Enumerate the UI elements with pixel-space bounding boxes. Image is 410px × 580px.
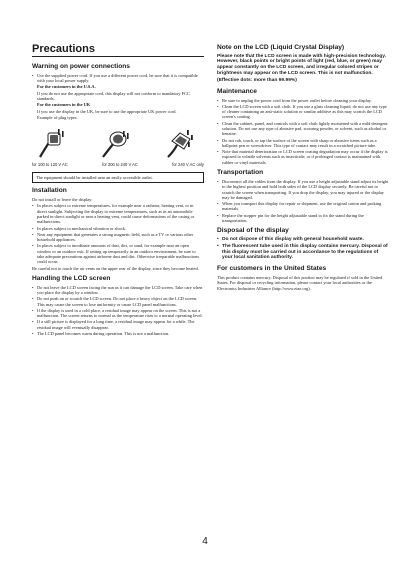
list-item: • Note that material deterioration or LCD screen coating degradation may occur if the display is exposed to volatile solvents such as insecticide, or if prolonged contact is maintained with rubber or vinyl materials. [217, 149, 389, 165]
list-item: • Be sure to unplug the power cord from the power outlet before cleaning your display. [217, 98, 389, 103]
lcd-note-text: Please note that the LCD screen is made with high-precision technology. However, black points or bright points of light (red, blue, or green) may appear constantly on the LCD screen, and irregular colored stripes or brightness may appear on the LCD screen. This is not malfunction. [217, 53, 386, 77]
page-number: 4 [202, 536, 208, 547]
page-title: Precautions [32, 43, 204, 57]
power-heading: Warning on power connections [32, 63, 130, 70]
list-item: • When you transport this display for repair or shipment, use the original carton and packing materials. [217, 201, 389, 212]
usa-text: If you do not use the appropriate cord, this display will not conform to mandatory FCC standards. [37, 90, 190, 101]
us-customers-text: This product contains mercury. Disposal of this product may be regulated if sold in the United States. For disposal or recycling information, please contact your local authorities or the Electronics Industries Alliance (http://www.eiae.org). [217, 274, 383, 291]
installation-outro: Be careful not to touch the air vents on the upper rear of the display, since they become heated. [32, 265, 199, 271]
left-column [32, 44, 204, 337]
usa-subheading: For the customers in the U.S.A. [37, 84, 96, 90]
plug-types-label: Example of plug types [37, 115, 77, 120]
list-item: • Do not rub, touch, or tap the surface of the screen with sharp or abrasive items such as a ballpoint pen or screwdriver. This type of contact may result in a scratched picture tube. [217, 138, 389, 149]
installation-intro: Do not install or leave the display: [32, 196, 93, 202]
list-item: • Do not leave the LCD screen facing the sun as it can damage the LCD screen. Take care when you place the display by a window. [32, 285, 204, 296]
eu-plug-icon [99, 127, 133, 161]
plug-labels [32, 161, 204, 170]
list-item: • In places subject to inordinate amounts of dust, dirt, or sand, for example near an open window or an outdoor exit. If setting up temporarily in an outdoor environment, be sure to take adequate precautions against airborne dust and dirt. Otherwise irreparable malfunctions could occur. [32, 243, 204, 265]
handling-heading: Handling the LCD screen [32, 275, 111, 283]
plug-label-uk: for 240 V AC only [172, 162, 204, 168]
list-item: • Near any equipment that generates a strong magnetic field, such as a TV or various other household appliances. [32, 232, 204, 243]
plug-label-us: for 100 to 120 V AC [32, 162, 68, 168]
list-item: • Replace the stopper pin for the height adjustable stand to fix the stand during the transportation. [217, 213, 389, 224]
plug-label-eu: for 200 to 240 V AC [102, 162, 138, 168]
uk-subheading: For the customers in the UK [37, 102, 91, 108]
lcd-note-heading: Note on the LCD (Liquid Crystal Display) [217, 44, 345, 51]
lcd-note-effective: (Effective dots: more than 99.99%) [217, 78, 297, 84]
disposal-heading: Disposal of the display [217, 227, 289, 235]
uk-text: If you use the display in the UK, be sure to use the appropriate UK power cord. [37, 108, 177, 114]
list-item: • If a still picture is displayed for a long time, a residual image may appear for a while. The residual image will eventually disappear. [32, 319, 204, 330]
disposal-list [217, 237, 389, 261]
maintenance-heading: Maintenance [217, 87, 257, 95]
list-item: • Clean the cabinet, panel, and controls with a soft cloth lightly moistened with a mild detergent solution. Do not use any type of abrasive pad, scouring powder, or solvent, such as alcohol or benzine. [217, 121, 389, 137]
list-item: • The fluorescent tube used in this display contains mercury. Disposal of this display must be carried out in accordance to the regulations of your local sanitation authority. [217, 244, 389, 262]
handling-list [32, 285, 204, 337]
list-item: • The LCD panel becomes warm during operation. This is not a malfunction. [32, 331, 204, 336]
list-item: • Do not dispose of this display with general household waste. [217, 237, 389, 243]
installation-list [32, 203, 204, 265]
list-item: • If the display is used in a cold place, a residual image may appear on the screen. This is not a malfunction. The screen returns to normal as the temperature rises to a normal operating level. [32, 308, 204, 319]
outlet-notice: The equipment should be installed near an easily accessible outlet. [32, 172, 204, 183]
uk-plug-icon [162, 127, 196, 161]
maintenance-list [217, 98, 389, 166]
installation-heading: Installation [32, 187, 67, 195]
right-column [217, 44, 389, 292]
us-customers-heading: For customers in the United States [217, 265, 327, 273]
plug-illustrations [32, 121, 204, 161]
power-item: • Use the supplied power cord. If you use a different power cord, be sure that it is compatible with your local power supply. [32, 73, 204, 84]
us-plug-icon [36, 127, 70, 161]
list-item: • Disconnect all the cables from the display. If you use a height adjustable stand adjust its height to the highest position and hold both sides of the LCD display securely. Be careful not to scratch the screen when transporting. If you drop the display, you may injured or the display may be damaged. [217, 179, 389, 201]
list-item: • Clean the LCD screen with a soft cloth. If you use a glass cleaning liquid, do not use any type of cleaner containing an anti-static solution or similar additive as this may scratch the LCD screen's coating. [217, 104, 389, 120]
transportation-list [217, 179, 389, 224]
power-list [32, 73, 204, 84]
list-item: • Do not push on or scratch the LCD screen. Do not place a heavy object on the LCD screen. This may cause the screen to lose uniformity or cause LCD panel malfunctions. [32, 296, 204, 307]
list-item: • In places subject to extreme temperatures, for example near a radiator, heating vent, or in direct sunlight. Subjecting the display to extreme temperatures, such as in an automobile parked in direct sunlight or near a heating vent, could cause deformations of the casing or malfunctions. [32, 203, 204, 225]
transportation-heading: Transportation [217, 169, 264, 177]
list-item: • In places subject to mechanical vibration or shock. [32, 226, 204, 231]
